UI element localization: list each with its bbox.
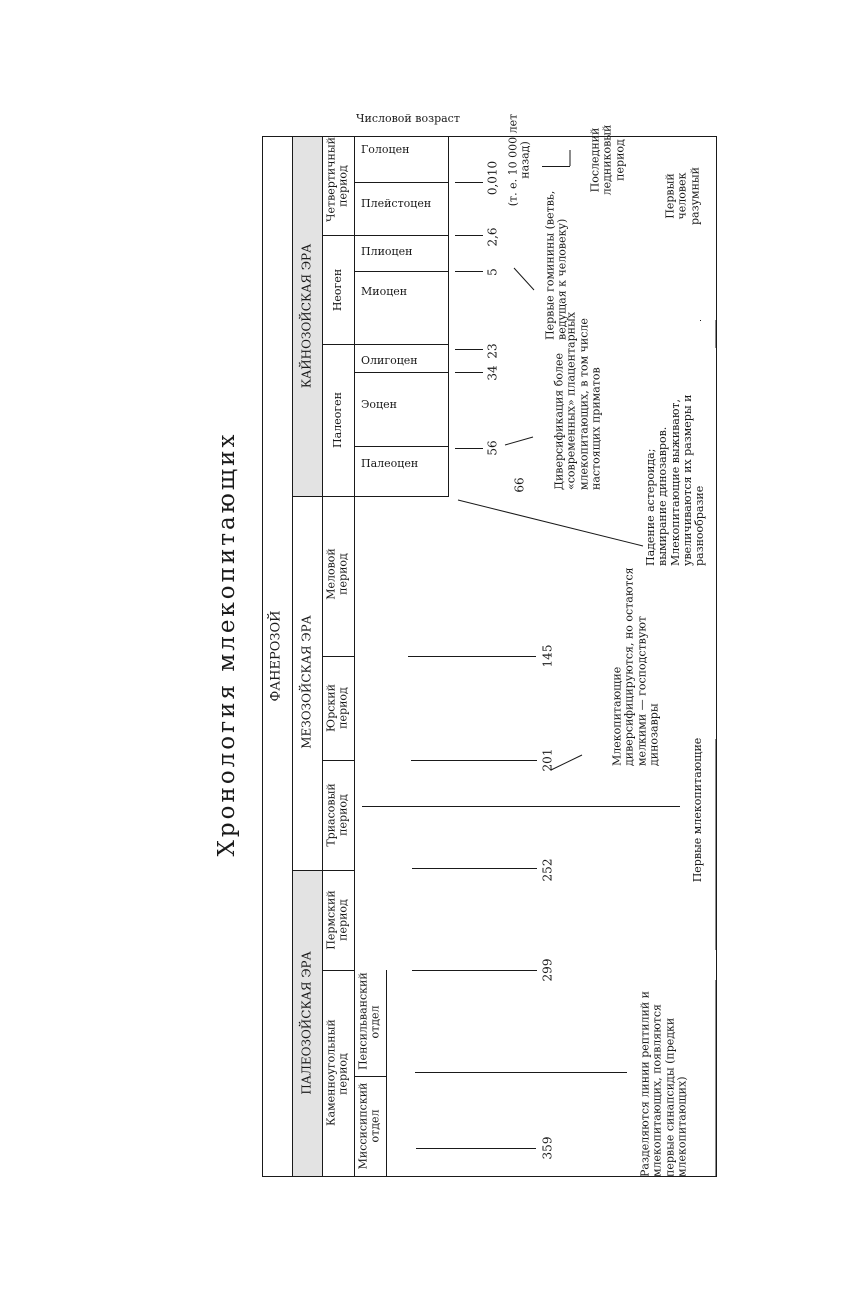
period-label-carboniferous: Каменноугольный период <box>324 1019 350 1126</box>
period-label-cretaceous: Меловой период <box>324 548 350 600</box>
connector-hominins <box>514 268 534 290</box>
event-first-hominins: Первые гоминины (ветвь, ведущая к человеку) <box>543 190 569 340</box>
event-asteroid: Падение астероида; вымирание динозавров. Млекопитающие выживают, увеличиваются их размеры и разнообразие <box>644 394 707 566</box>
event-mammals-diversify: Млекопитающие диверсифицируются, но остаются мелкими — господствуют динозавры <box>610 567 661 766</box>
connector-diversification <box>505 437 533 445</box>
age-23: 23 <box>485 343 500 359</box>
event-synapsids: Разделяются линии рептилий и млекопитающих, появляются первые синапсиды (предки млекопитающих) <box>638 990 689 1177</box>
subperiod-label-mississippian: Миссисипский отдел <box>356 1082 382 1170</box>
era-label-cenozoic: КАЙНОЗОЙСКАЯ ЭРА <box>299 243 314 389</box>
diagram-title: Хронология млекопитающих <box>214 431 241 857</box>
epoch-label-holocene: Голоцен <box>361 143 410 156</box>
period-label-paleogene: Палеоген <box>330 392 344 448</box>
age-5: 5 <box>485 268 500 276</box>
period-label-permian: Пермский период <box>324 890 350 950</box>
event-first-mammals: Первые млекопитающие <box>690 737 704 883</box>
epoch-label-pliocene: Плиоцен <box>361 245 413 258</box>
subperiod-label-pennsylvanian: Пенсильванский отдел <box>356 972 382 1070</box>
period-label-quaternary: Четвертичный период <box>324 137 350 222</box>
age-56: 56 <box>485 440 500 456</box>
age-0010-note: (т. е. 10 000 лет назад) <box>506 113 532 207</box>
period-label-jurassic: Юрский период <box>324 684 350 732</box>
age-34: 34 <box>485 365 500 381</box>
event-first-homo-sapiens: Первый человек разумный <box>663 166 702 226</box>
age-26: 2,6 <box>485 227 500 247</box>
epoch-label-oligocene: Олигоцен <box>361 354 418 367</box>
period-label-triassic: Триасовый период <box>324 783 350 847</box>
age-252: 252 <box>540 858 555 882</box>
epoch-label-eocene: Эоцен <box>361 398 397 411</box>
connector-asteroid <box>458 500 643 546</box>
era-label-mesozoic: МЕЗОЗОЙСКАЯ ЭРА <box>299 615 314 749</box>
event-diversification: Диверсификация более «современных» плацентарных млекопитающих, в том числе настоящих приматов <box>552 312 603 490</box>
age-299: 299 <box>540 958 555 982</box>
age-0010: 0,010 <box>485 160 500 196</box>
event-last-glacial: Последний ледниковый период <box>588 124 627 196</box>
age-359: 359 <box>540 1136 555 1160</box>
age-column-header: Числовой возраст <box>356 112 460 125</box>
epoch-label-pleistocene: Плейстоцен <box>361 197 432 210</box>
period-label-neogene: Неоген <box>330 268 344 312</box>
connector-mammals-diversify <box>551 755 582 770</box>
epoch-label-miocene: Миоцен <box>361 285 408 298</box>
era-label-paleozoic: ПАЛЕОЗОЙСКАЯ ЭРА <box>299 951 314 1095</box>
eon-label: ФАНЕРОЗОЙ <box>268 610 284 702</box>
age-145: 145 <box>540 644 555 668</box>
epoch-label-paleocene: Палеоцен <box>361 457 419 470</box>
age-201: 201 <box>540 748 555 772</box>
age-66: 66 <box>512 477 527 493</box>
